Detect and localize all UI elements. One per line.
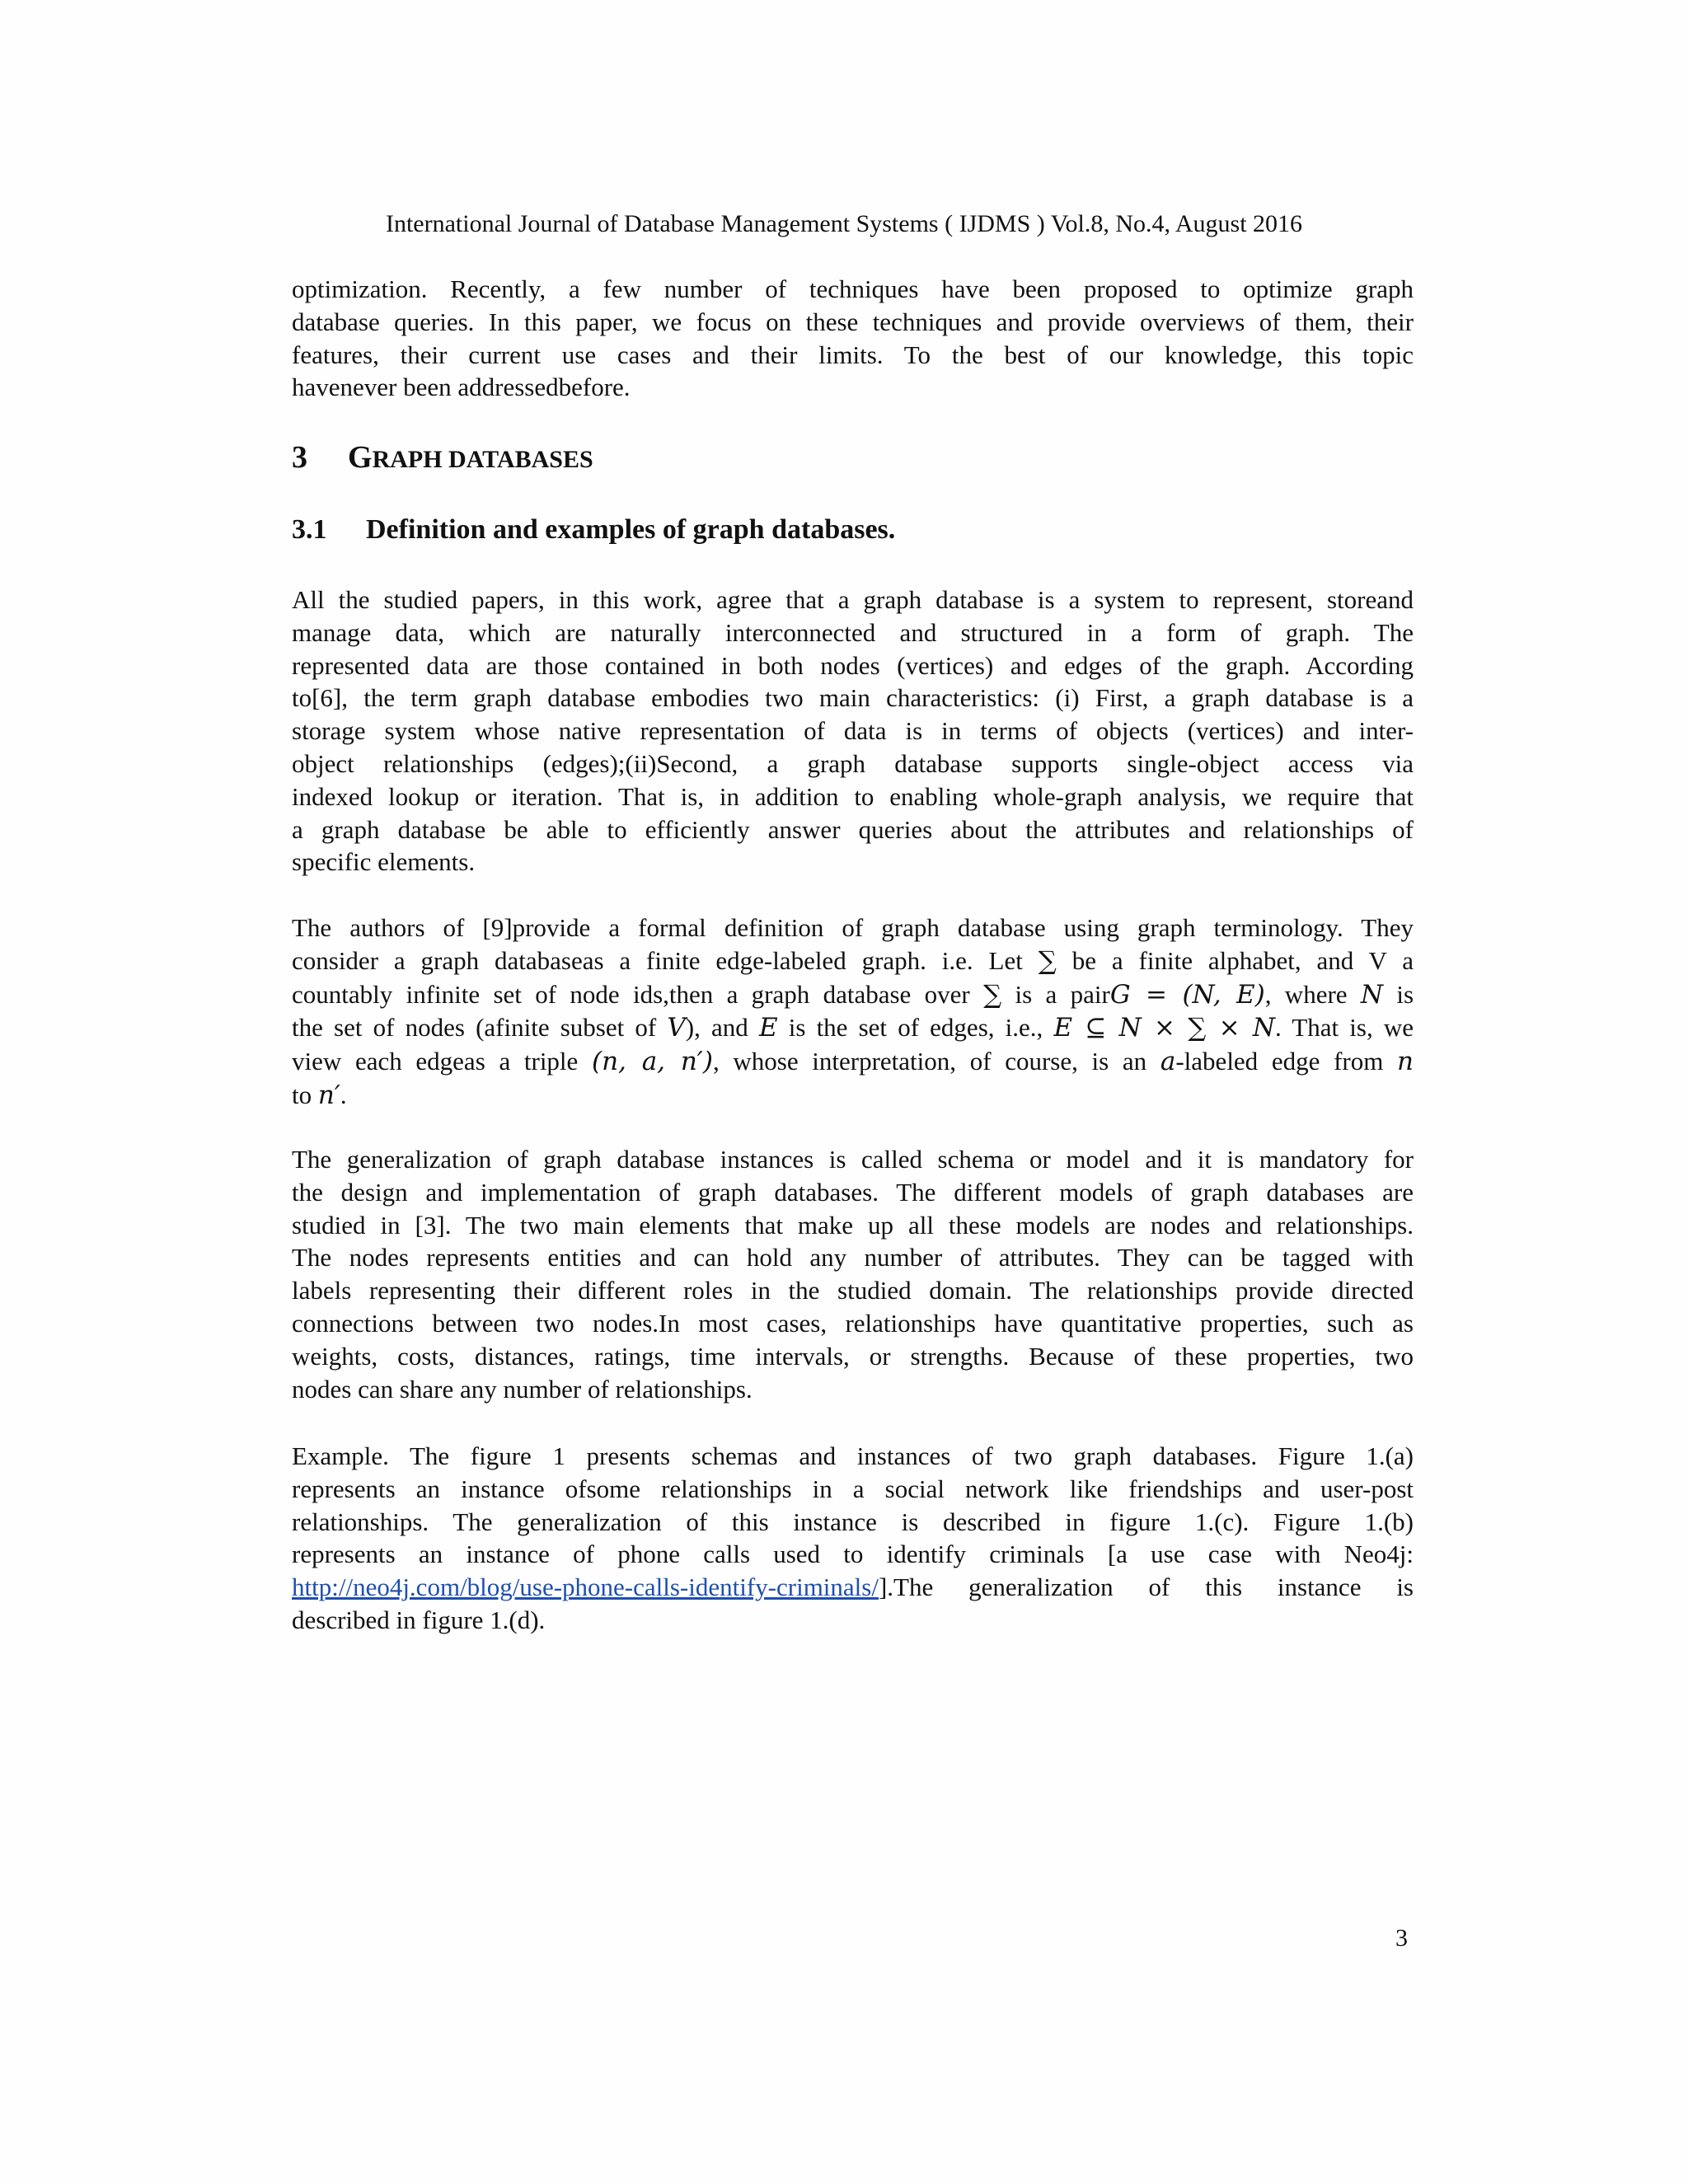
text-line: connections between two nodes.In most cases, relationships have quantitative properties, such as — [292, 1308, 1414, 1338]
text-line: nodes can share any number of relationships. — [292, 1374, 753, 1404]
text-line: havenever been addressedbefore. — [292, 373, 631, 402]
text-line: All the studied papers, in this work, agree that a graph database is a system to represent, storeand — [292, 585, 1414, 614]
neo4j-blog-link[interactable]: http://neo4j.com/blog/use-phone-calls-identify-criminals/ — [292, 1572, 879, 1602]
text-line: The nodes represents entities and can hold any number of attributes. They can be tagged with — [292, 1243, 1414, 1272]
text-line: The authors of [9]provide a formal definition of graph database using graph terminology. They — [292, 913, 1414, 942]
math-var: N — [1360, 979, 1383, 1010]
running-header: International Journal of Database Management Systems ( IJDMS ) Vol.8, No.4, August 2016 — [385, 210, 1303, 237]
text-line: indexed lookup or iteration. That is, in addition to enabling whole-graph analysis, we require that — [292, 781, 1414, 811]
sigma-symbol: ∑ — [983, 979, 1002, 1010]
subsection-title: Definition and examples of graph databases. — [366, 514, 896, 545]
sigma-symbol: ∑ — [1038, 945, 1057, 976]
text-line: Example. The figure 1 presents schemas and instances of two graph databases. Figure 1.(a) — [292, 1441, 1414, 1470]
text-line: represents an instance ofsome relationships in a social network like friendships and user-post — [292, 1474, 1414, 1503]
text-line: object relationships (edges);(ii)Second, a graph database supports single-object access via — [292, 748, 1414, 778]
text-line: to[6], the term graph database embodies two main characteristics: (i) First, a graph database is a — [292, 683, 1414, 713]
text-line: consider a graph databaseas a finite edge-labeled graph. i.e. Let ∑ be a finite alphabet, and V a — [292, 945, 1414, 976]
section-number: 3 — [292, 440, 307, 475]
text-line: optimization. Recently, a few number of techniques have been proposed to optimize graph — [292, 274, 1414, 303]
text-line: The generalization of graph database instances is called schema or model and it is mandatory for — [292, 1145, 1414, 1174]
math-var: n′ — [317, 1080, 340, 1110]
text-line: studied in [3]. The two main elements that make up all these models are nodes and relationships. — [292, 1210, 1414, 1240]
text-line: represents an instance of phone calls used to identify criminals [a use case with Neo4j: — [292, 1540, 1414, 1569]
text-line: a graph database be able to efficiently answer queries about the attributes and relationships of — [292, 814, 1414, 844]
math-var: a — [1160, 1047, 1176, 1077]
section-title-rest: RAPH DATABASES — [372, 446, 593, 473]
text-line: specific elements. — [292, 847, 476, 877]
text-line: manage data, which are naturally interconnected and structured in a form of graph. The — [292, 617, 1414, 647]
formal-definition-paragraph — [292, 912, 1414, 1113]
math-triple: (n, a, n′) — [592, 1047, 713, 1077]
subsection-number: 3.1 — [292, 514, 327, 545]
text-line: weights, costs, distances, ratings, time intervals, or strengths. Because of these properties, two — [292, 1341, 1414, 1371]
text-line: labels representing their different roles in the studied domain. The relationships provide directed — [292, 1276, 1414, 1305]
math-pair: G = (N, E) — [1109, 979, 1265, 1010]
text-line: storage system whose native representation of data is in terms of objects (vertices) and inter- — [292, 716, 1414, 746]
text-line: the set of nodes (afinite subset of V), and E is the set of edges, i.e., E ⊆ N × ∑ × N. That is, we — [292, 1013, 1414, 1043]
text-line: to n′. — [292, 1080, 347, 1110]
text-line: represented data are those contained in both nodes (vertices) and edges of the graph. According — [292, 650, 1414, 680]
math-var: V — [667, 1013, 686, 1043]
text-line: view each edgeas a triple (n, a, n′), whose interpretation, of course, is an a-labeled edge from n — [292, 1047, 1414, 1077]
section-title-initial: G — [348, 440, 373, 475]
page-number: 3 — [1395, 1924, 1408, 1952]
math-var: n — [1397, 1047, 1414, 1077]
intro-paragraph — [292, 273, 1414, 404]
example-paragraph — [292, 1440, 1414, 1637]
math-edges: E ⊆ N × ∑ × N — [1053, 1013, 1275, 1043]
text-line: the design and implementation of graph databases. The different models of graph databases are — [292, 1177, 1414, 1207]
section-heading — [292, 438, 1414, 479]
text-line: http://neo4j.com/blog/use-phone-calls-identify-criminals/].The generalization of this instance is — [292, 1572, 1414, 1602]
math-var: E — [758, 1013, 778, 1043]
text-line: features, their current use cases and their limits. To the best of our knowledge, this topic — [292, 340, 1414, 369]
text-line: database queries. In this paper, we focus on these techniques and provide overviews of them, their — [292, 307, 1414, 336]
text-line: relationships. The generalization of this instance is described in figure 1.(c). Figure 1.(b) — [292, 1507, 1414, 1536]
definition-paragraph — [292, 583, 1414, 879]
schema-paragraph — [292, 1143, 1414, 1405]
subsection-heading — [292, 513, 1414, 547]
text-line: described in figure 1.(d). — [292, 1605, 546, 1634]
text-line: countably infinite set of node ids,then a graph database over ∑ is a pairG = (N, E), where N is — [292, 979, 1414, 1010]
